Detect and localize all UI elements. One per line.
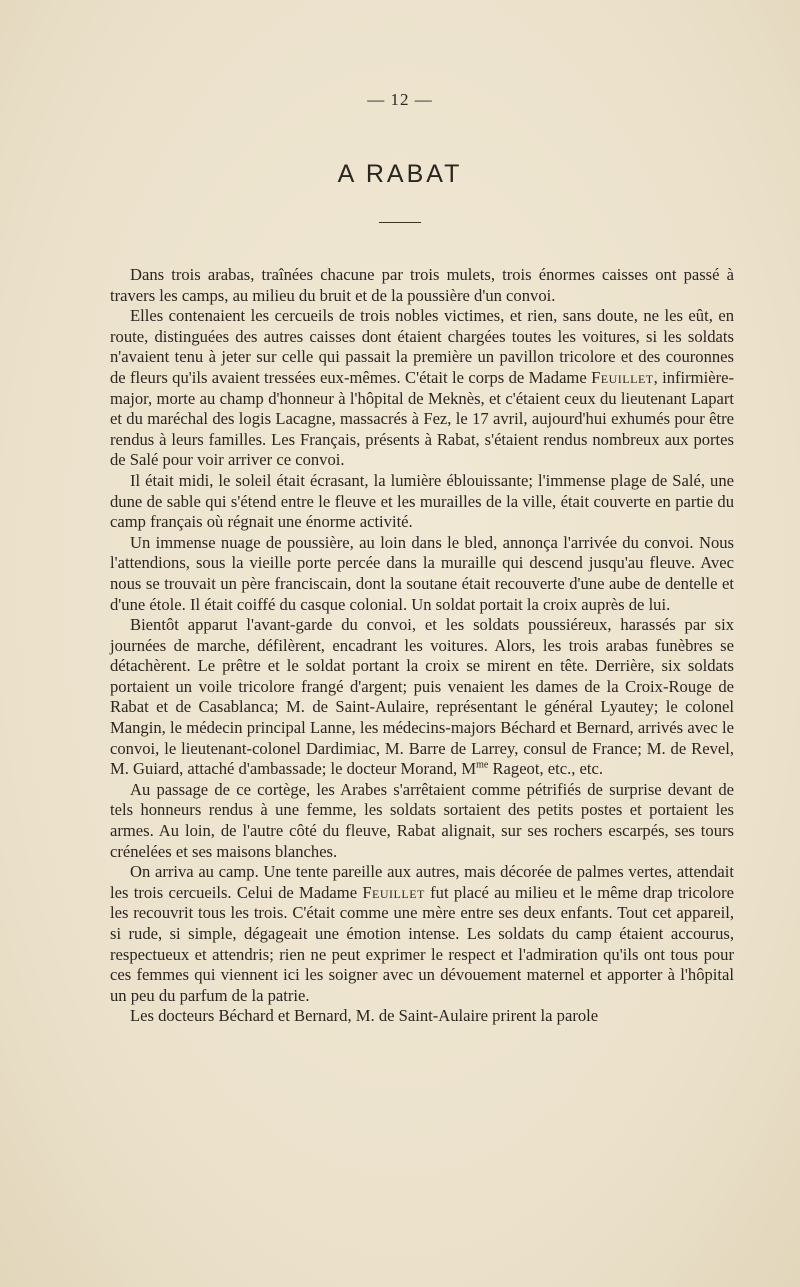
paragraph-text: Rageot, etc., etc.	[488, 759, 604, 779]
paragraph	[110, 265, 734, 306]
paragraph	[110, 615, 734, 780]
chapter-title: A RABAT	[337, 160, 463, 188]
paragraph	[110, 471, 734, 533]
paragraph-text: Dans trois arabas, traînées chacune par trois mulets, trois énormes caisses ont passé à travers les camps, au milieu du bruit et de la poussière d'un convoi.	[110, 265, 734, 305]
paragraph-text: Les docteurs Béchard et Bernard, M. de Saint-Aulaire prirent la parole	[130, 1006, 599, 1026]
paragraph	[110, 306, 734, 471]
paragraph-text: fut placé au milieu et le même drap tricolore les recouvrit tous les trois. C'était comme une mère entre ses deux enfants. Tout cet appareil, si rude, si simple, dégageait une émotion intense. Les soldats du camp étaient accourus, respectueux et attendris; rien ne peut exprimer le respect et l'admiration qu'ils ont tous pour ces femmes qui viennent ici les soigner avec un dévouement maternel et apporter à l'hôpital un peu du parfum de la patrie.	[110, 882, 734, 1005]
body-text	[110, 265, 734, 1027]
name-smallcaps: Feuillet	[591, 367, 654, 387]
paragraph-text: Bientôt apparut l'avant-garde du convoi, et les soldats poussiéreux, harassés par six journées de marche, défilèrent, encadrant les voitures. Alors, les trois arabas funèbres se détachèrent. Le prêtre et le soldat portant la croix se mirent en tête. Derrière, six soldats portaient un voile tricolore frangé d'argent; puis venaient les dames de la Croix-Rouge de Rabat et de Casablanca; M. de Saint-Aulaire, représentant le général Lyautey; le colonel Mangin, le médecin principal Lanne, les médecins-majors Béchard et Bernard, arrivés avec le convoi, le lieutenant-colonel Dardimiac, M. Barre de Larrey, consul de France; M. de Revel, M. Guiard, attaché d'ambassade; le docteur Morand, M	[110, 615, 734, 779]
paragraph-text: , infirmière-major, morte au champ d'honneur à l'hôpital de Meknès, et c'étaient ceux du lieutenant Lapart et du maréchal des logis Lacagne, massacrés à Fez, le 17 avril, aujourd'hui exhumés pour être rendus à leurs familles. Les Français, présents à Rabat, s'étaient rendus nombreux aux portes de Salé pour voir arriver ce convoi.	[110, 367, 734, 470]
superscript-text: me	[476, 759, 489, 771]
paragraph	[110, 1006, 734, 1027]
paragraph-text: Il était midi, le soleil était écrasant, la lumière éblouissante; l'immense plage de Salé, une dune de sable qui s'étend entre le fleuve et les murailles de la ville, était couverte en partie du camp français où régnait une énorme activité.	[110, 470, 734, 532]
paragraph	[110, 780, 734, 862]
paragraph-text: Au passage de ce cortège, les Arabes s'arrêtaient comme pétrifiés de surprise devant de tels honneurs rendus à une femme, les soldats sortaient des petits postes et portaient les armes. Au loin, de l'autre côté du fleuve, Rabat alignait, sur ses rochers escarpés, ses tours crénelées et ses maisons blanches.	[110, 779, 734, 861]
paragraph	[110, 533, 734, 615]
paragraph-text: Elles contenaient les cercueils de trois nobles victimes, et rien, sans doute, ne les eût, en route, distinguées des autres caisses dont étaient chargées toutes les voitures, si les soldats n'avaient tenu à jeter sur celle qui passait la première un pavillon tricolore et des couronnes de fleurs qu'ils avaient tressées eux-mêmes. C'était le corps de Madame	[110, 306, 734, 387]
name-smallcaps: Feuillet	[362, 882, 425, 902]
page-number: — 12 —	[367, 90, 433, 109]
paragraph	[110, 862, 734, 1006]
paragraph-text: On arriva au camp. Une tente pareille aux autres, mais décorée de palmes vertes, attendait les trois cercueils. Celui de Madame	[110, 862, 734, 902]
title-divider	[379, 222, 421, 223]
paragraph-text: Un immense nuage de poussière, au loin dans le bled, annonça l'arrivée du convoi. Nous l'attendions, sous la vieille porte percée dans la muraille qui descend jusqu'au fleuve. Avec nous se trouvait un père franciscain, dont la soutane était recouverte d'une aube de dentelle et d'une étole. Il était coiffé du casque colonial. Un soldat portait la croix auprès de lui.	[110, 532, 734, 614]
